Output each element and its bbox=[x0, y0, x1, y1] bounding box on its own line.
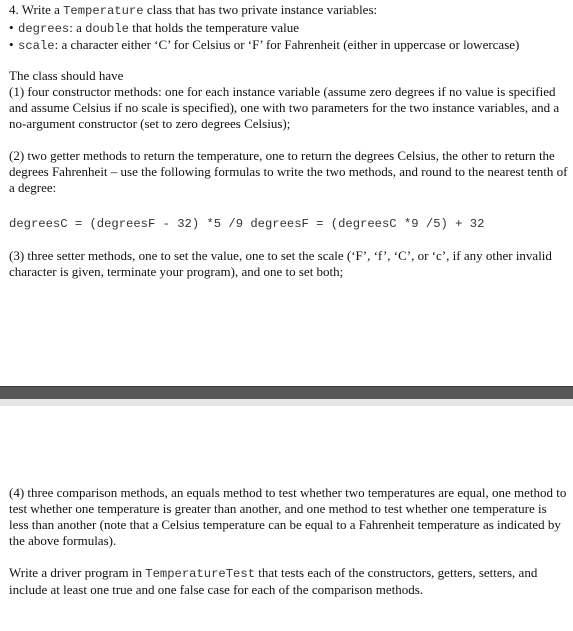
variable-name-code: scale bbox=[18, 39, 55, 53]
driver-class-code: TemperatureTest bbox=[145, 567, 256, 581]
formula-code: degreesC = (degreesF - 32) *5 /9 degreesF = (degreesC *9 /5) + 32 bbox=[9, 217, 485, 231]
page-break-bar bbox=[0, 386, 573, 399]
variable-text: : a character either ‘C’ for Celsius or ‘F’ for Fahrenheit (either in uppercase or lowercase) bbox=[54, 37, 520, 52]
class-should-have: The class should have bbox=[9, 68, 124, 83]
question-number: 4. Write a bbox=[9, 2, 60, 17]
question-title-text: class that has two private instance variables: bbox=[143, 2, 378, 17]
list-item bbox=[9, 20, 569, 37]
bullet-icon: • bbox=[9, 20, 14, 35]
class-name-code: Temperature bbox=[63, 4, 144, 18]
question-title bbox=[9, 2, 569, 19]
driver-text-rest: that tests each of the constructors, getters, setters, and include at least one true and one false case for each of the comparison methods. bbox=[9, 565, 538, 597]
page-break-gap bbox=[0, 399, 573, 406]
list-item bbox=[9, 37, 569, 54]
paragraph-driver bbox=[9, 565, 569, 598]
variable-name-code: degrees bbox=[18, 22, 70, 36]
document-page-top bbox=[9, 2, 569, 280]
bullet-icon: • bbox=[9, 37, 14, 52]
paragraph-setters: (3) three setter methods, one to set the value, one to set the scale (‘F’, ‘f’, ‘C’, or ‘c’, if any other invalid character is given, terminate your program), and one to set both; bbox=[9, 248, 552, 279]
variable-text: : a bbox=[69, 20, 86, 35]
variable-type-code: double bbox=[85, 22, 129, 36]
driver-text: Write a driver program in bbox=[9, 565, 146, 580]
paragraph-comparison: (4) three comparison methods, an equals method to test whether two temperatures are equal, one method to test whether one temperature is greater than another, and one method to test whether one temperature is less than another (note that a Celsius temperature can be equal to a Fahrenheit temperature as indicated by the above formulas). bbox=[9, 485, 567, 548]
paragraph-constructors: (1) four constructor methods: one for each instance variable (assume zero degrees if no value is specified and assume Celsius if no scale is specified), one with two parameters for the two instance variables, and a no-argument constructor (set to zero degrees Celsius); bbox=[9, 84, 560, 131]
variable-desc: that holds the temperature value bbox=[128, 20, 300, 35]
instance-variable-list bbox=[9, 20, 569, 54]
document-page-bottom bbox=[9, 485, 569, 598]
paragraph-getters: (2) two getter methods to return the temperature, one to return the degrees Celsius, the other to return the degrees Fahrenheit – use the following formulas to write the two methods, and round to the nearest tenth of a degree: bbox=[9, 148, 568, 195]
